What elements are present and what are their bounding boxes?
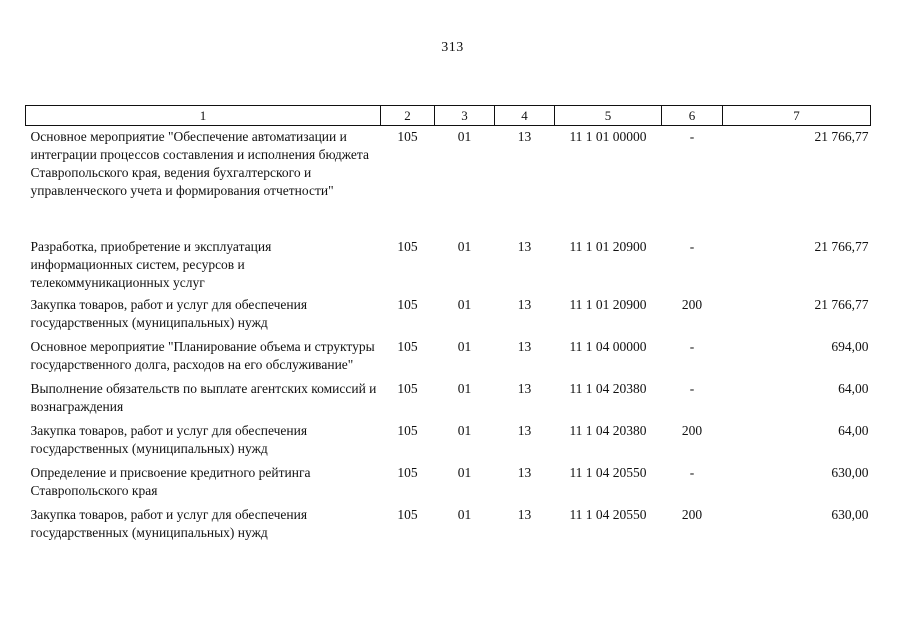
header-col-6: 6	[662, 106, 723, 126]
row-col-3: 01	[457, 239, 472, 254]
row-col-4: 13	[517, 239, 532, 254]
table-row	[26, 462, 871, 504]
header-col-5: 5	[555, 106, 662, 126]
table-row	[26, 126, 871, 237]
row-col-3: 01	[457, 381, 472, 396]
header-col-1: 1	[26, 106, 381, 126]
row-col-3: 01	[457, 465, 472, 480]
budget-table	[25, 105, 871, 546]
header-row	[26, 106, 871, 126]
row-col-6: 200	[681, 507, 703, 522]
row-col-7: 64,00	[838, 423, 869, 438]
header-col-7: 7	[723, 106, 871, 126]
row-name: Определение и присвоение кредитного рейтинга Ставропольского края	[30, 465, 311, 498]
row-col-6: -	[689, 465, 695, 480]
page-number: 313	[441, 40, 464, 55]
row-name: Закупка товаров, работ и услуг для обеспечения государственных (муниципальных) нужд	[30, 507, 308, 540]
row-name: Разработка, приобретение и эксплуатация информационных систем, ресурсов и телекоммуникационных услуг	[30, 239, 272, 290]
row-name: Выполнение обязательств по выплате агентских комиссий и вознаграждения	[30, 381, 377, 414]
row-col-4: 13	[517, 507, 532, 522]
row-col-3: 01	[457, 297, 472, 312]
row-col-4: 13	[517, 465, 532, 480]
row-col-6: 200	[681, 423, 703, 438]
header-col-2: 2	[381, 106, 435, 126]
table-body	[26, 126, 871, 547]
row-col-5: 11 1 04 20550	[569, 465, 647, 480]
row-col-5: 11 1 04 20380	[569, 423, 647, 438]
row-col-3: 01	[457, 507, 472, 522]
row-name: Закупка товаров, работ и услуг для обеспечения государственных (муниципальных) нужд	[30, 297, 308, 330]
row-col-3: 01	[457, 129, 472, 144]
row-col-4: 13	[517, 423, 532, 438]
row-col-6: -	[689, 339, 695, 354]
row-col-5: 11 1 01 20900	[569, 239, 647, 254]
table-header	[26, 106, 871, 126]
table-row	[26, 336, 871, 378]
row-col-2: 105	[397, 381, 418, 396]
row-col-2: 105	[397, 297, 418, 312]
row-col-3: 01	[457, 423, 472, 438]
row-col-7: 21 766,77	[814, 239, 869, 254]
row-col-4: 13	[517, 129, 532, 144]
row-col-2: 105	[397, 129, 418, 144]
row-col-7: 694,00	[831, 339, 869, 354]
row-col-2: 105	[397, 507, 418, 522]
row-col-7: 21 766,77	[814, 297, 869, 312]
row-name: Основное мероприятие "Планирование объема и структуры государственного долга, расходов на его обслуживание"	[30, 339, 375, 372]
row-col-6: -	[689, 239, 695, 254]
row-name: Основное мероприятие "Обеспечение автоматизации и интеграции процессов составления и исполнения бюджета Ставропольского края, ведения бухгалтерского и управленческого учета и формирования отчетности"	[30, 129, 369, 198]
table-row	[26, 294, 871, 336]
row-col-5: 11 1 04 00000	[569, 339, 647, 354]
row-col-2: 105	[397, 465, 418, 480]
table-row	[26, 504, 871, 546]
row-col-2: 105	[397, 423, 418, 438]
table-row	[26, 236, 871, 294]
row-col-7: 630,00	[831, 465, 869, 480]
row-col-5: 11 1 04 20380	[569, 381, 647, 396]
row-col-5: 11 1 01 20900	[569, 297, 647, 312]
row-col-6: -	[689, 381, 695, 396]
row-col-6: 200	[681, 297, 703, 312]
row-col-7: 21 766,77	[814, 129, 869, 144]
row-col-4: 13	[517, 381, 532, 396]
header-col-4: 4	[495, 106, 555, 126]
row-col-2: 105	[397, 339, 418, 354]
row-col-7: 64,00	[838, 381, 869, 396]
table-row	[26, 378, 871, 420]
row-col-4: 13	[517, 339, 532, 354]
header-col-3: 3	[435, 106, 495, 126]
row-col-5: 11 1 01 00000	[569, 129, 647, 144]
row-col-7: 630,00	[831, 507, 869, 522]
row-col-4: 13	[517, 297, 532, 312]
row-col-6: -	[689, 129, 695, 144]
table-row	[26, 420, 871, 462]
row-col-2: 105	[397, 239, 418, 254]
row-name: Закупка товаров, работ и услуг для обеспечения государственных (муниципальных) нужд	[30, 423, 308, 456]
row-col-3: 01	[457, 339, 472, 354]
row-col-5: 11 1 04 20550	[569, 507, 647, 522]
